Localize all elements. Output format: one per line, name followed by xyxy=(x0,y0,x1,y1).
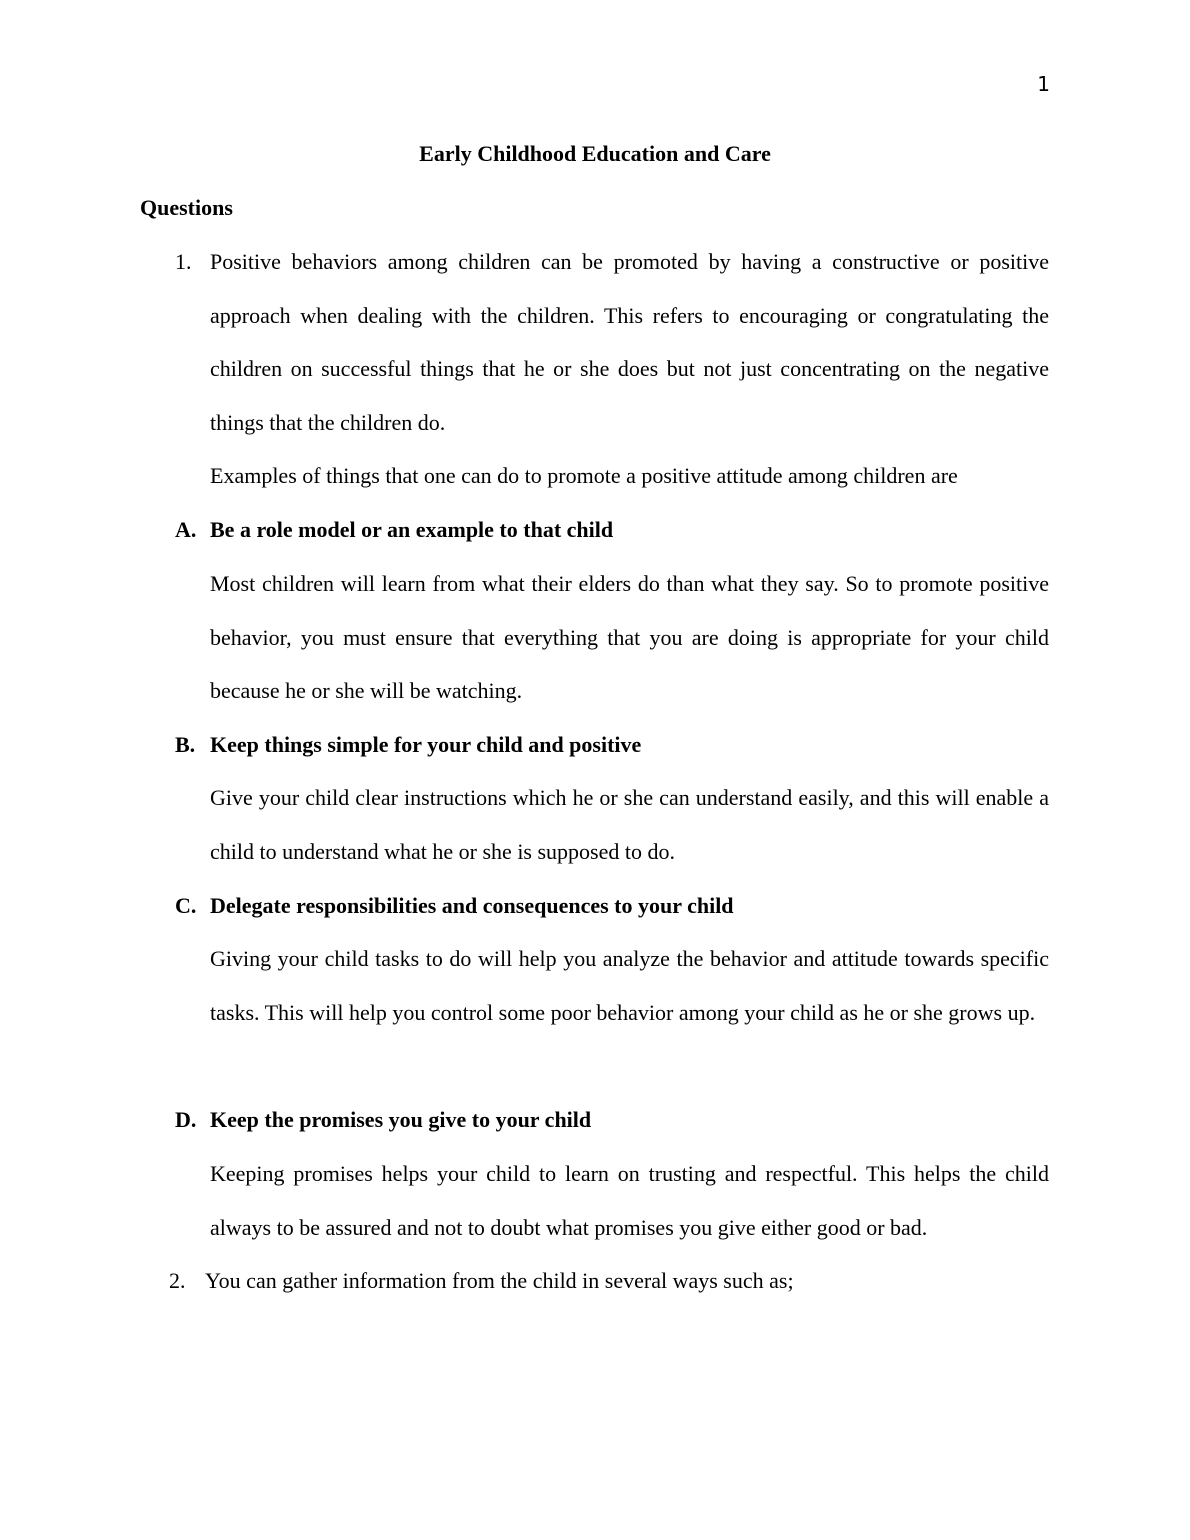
sub-marker-d: D. xyxy=(175,1107,197,1132)
sub-body-c: Giving your child tasks to do will help you analyze the behavior and attitude towards specific tasks. This will help you control some poor behavior among your child as he or she grows up. xyxy=(210,946,1049,1025)
sub-marker-b: B. xyxy=(175,732,196,757)
list-marker-2: 2. xyxy=(169,1268,186,1293)
sub-heading-c: Delegate responsibilities and consequences to your child xyxy=(210,893,734,918)
sub-marker-c: C. xyxy=(175,893,197,918)
sub-body-b: Give your child clear instructions which he or she can understand easily, and this will enable a child to understand what he or she is supposed to do. xyxy=(210,785,1049,864)
item-1-examples-intro: Examples of things that one can do to promote a positive attitude among children are xyxy=(210,463,958,488)
document-title: Early Childhood Education and Care xyxy=(419,141,771,166)
sub-heading-b: Keep things simple for your child and positive xyxy=(210,732,642,757)
sub-marker-a: A. xyxy=(175,517,197,542)
sub-heading-a: Be a role model or an example to that child xyxy=(210,517,614,542)
sub-body-a: Most children will learn from what their elders do than what they say. So to promote positive behavior, you must ensure that everything that you are doing is appropriate for your child because he or she will be watching. xyxy=(210,571,1049,704)
item-1-paragraph: Positive behaviors among children can be promoted by having a constructive or positive approach when dealing with the children. This refers to encouraging or congratulating the children on successful things that he or she does but not just concentrating on the negative things that the children do. xyxy=(210,249,1049,435)
sub-body-d: Keeping promises helps your child to learn on trusting and respectful. This helps the child always to be assured and not to doubt what promises you give either good or bad. xyxy=(210,1161,1049,1240)
sub-heading-d: Keep the promises you give to your child xyxy=(210,1107,592,1132)
page-number: 1 xyxy=(1037,72,1050,96)
section-heading-questions: Questions xyxy=(140,195,233,220)
item-2-text: You can gather information from the child in several ways such as; xyxy=(205,1268,794,1293)
list-marker-1: 1. xyxy=(175,249,192,274)
